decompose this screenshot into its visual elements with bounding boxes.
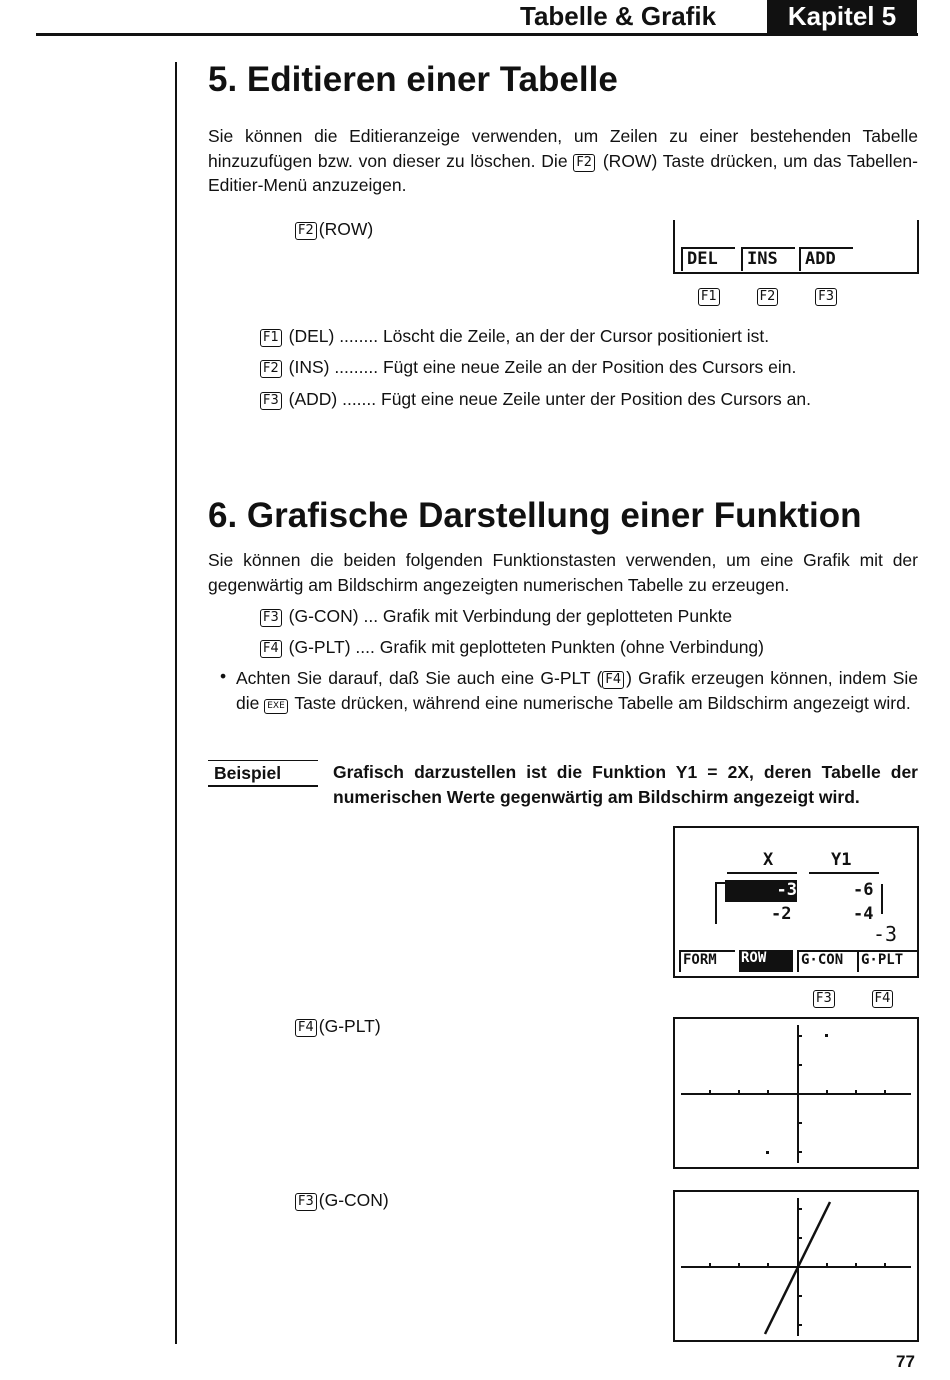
step-gcon [295, 1189, 389, 1211]
column-y-header: Y1 [831, 850, 852, 870]
exe-key-icon: EXE [264, 699, 288, 714]
menu-gplt: G·PLT [857, 950, 917, 972]
item-label: (G-CON) [288, 606, 359, 626]
list-item-del [260, 325, 769, 347]
bullet-text-a: Achten Sie darauf, daß Sie auch eine G-PLT ( [236, 668, 603, 688]
item-desc: Fügt eine neue Zeile an der Position des Cursors ein. [382, 357, 797, 377]
bullet-text-b: ) Grafik erzeugen können, indem Sie die [236, 668, 918, 713]
bullet-note [236, 666, 918, 715]
item-desc: Grafik mit Verbindung der geplotteten Punkte [382, 606, 733, 626]
example-text: Grafisch darzustellen ist die Funktion Y1 = 2X, deren Tabelle der numerischen Werte gegenwärtig am Bildschirm angezeigt wird. [333, 762, 918, 807]
section-5-intro [208, 124, 918, 198]
item-label: (INS) [288, 357, 330, 377]
menu-gcon: G·CON [797, 950, 857, 972]
menu-form: FORM [679, 950, 735, 972]
screen-fkey-row [813, 986, 895, 1008]
list-item-add [260, 388, 811, 410]
list-item-gplt [260, 636, 764, 658]
selected-cell: -3 [725, 880, 797, 902]
step-gplt [295, 1015, 381, 1037]
f1-key-icon: F1 [260, 329, 282, 347]
f3-key-icon: F3 [813, 990, 835, 1008]
f4-key-icon: F4 [295, 1019, 317, 1037]
f3-key-icon: F3 [295, 1193, 317, 1211]
table-bracket-right [881, 884, 883, 914]
scatter-plot [675, 1019, 917, 1167]
column-x-rule [727, 872, 797, 874]
calculator-table-screen [673, 826, 919, 978]
table-bracket [715, 882, 717, 924]
bullet-text-c: Taste drücken, während eine numerische Tabelle am Bildschirm angezeigt wird. [294, 692, 911, 713]
cell-value-readout: -3 [873, 922, 898, 946]
item-desc: Fügt eine neue Zeile unter der Position des Cursors an. [381, 389, 811, 409]
page-number: 77 [896, 1352, 915, 1371]
menu-del: DEL [681, 247, 735, 271]
header-rule [36, 33, 918, 36]
menu-ins: INS [741, 247, 795, 271]
item-leader: ......... [329, 357, 383, 377]
item-label: (ADD) [288, 389, 338, 409]
section-5-heading: 5. Editieren einer Tabelle [208, 60, 618, 99]
example-label: Beispiel [208, 760, 318, 787]
intro-text-a: Sie können die Editieranzeige verwenden, um Zeilen zu einer bestehenden Tabelle hinzuzufügen bzw. von dieser zu löschen. Die [208, 126, 918, 171]
cell-y1-row2: -4 [853, 904, 874, 924]
cell-x-row2: -2 [771, 904, 792, 924]
margin-rule [175, 62, 177, 1344]
intro-text-b: (ROW) Taste drücken, um das Tabellen-Editier-Menü anzuzeigen. [208, 150, 918, 195]
bullet-icon: • [220, 666, 227, 686]
item-desc: Grafik mit geplotteten Punkten (ohne Verbindung) [379, 637, 764, 657]
f4-key-icon: F4 [260, 640, 282, 658]
calculator-screen-menu [673, 220, 919, 274]
f2-key-icon: F2 [295, 222, 317, 240]
list-item-gcon [260, 605, 732, 627]
menu-row: ROW [739, 950, 793, 972]
item-desc: Löscht die Zeile, an der der Cursor positioniert ist. [382, 326, 770, 346]
list-item-ins [260, 356, 796, 378]
menu-add: ADD [799, 247, 853, 271]
f2-key-icon: F2 [573, 154, 595, 172]
f2-key-icon: F2 [260, 360, 282, 378]
item-label: (DEL) [288, 326, 335, 346]
item-label: (G-PLT) [288, 637, 351, 657]
f4-key-icon: F4 [872, 990, 894, 1008]
plot-point [825, 1034, 828, 1037]
section-6-heading: 6. Grafische Darstellung einer Funktion [208, 496, 862, 535]
section-6-intro: Sie können die beiden folgenden Funktionstasten verwenden, um eine Grafik mit der gegenwärtig am Bildschirm angezeigten numerischen Tabelle zu erzeugen. [208, 550, 918, 595]
column-x-header: X [763, 850, 774, 870]
calculator-plot-screen [673, 1017, 919, 1169]
cell-y1-row1: -6 [853, 880, 874, 900]
table-menu-bar [675, 948, 917, 974]
item-leader: ... [358, 606, 383, 626]
calculator-line-screen [673, 1190, 919, 1342]
chapter-badge: Kapitel 5 [767, 0, 917, 34]
f2-key-icon: F2 [757, 288, 779, 306]
plot-point [766, 1151, 769, 1154]
step-row [295, 218, 373, 240]
f1-key-icon: F1 [698, 288, 720, 306]
column-y-rule [809, 872, 879, 874]
f3-key-icon: F3 [260, 609, 282, 627]
line-plot [675, 1192, 917, 1340]
step-label: (G-PLT) [318, 1016, 381, 1036]
f3-key-icon: F3 [260, 392, 282, 410]
table-bracket-top [715, 882, 725, 884]
running-header-title: Tabelle & Grafik [520, 1, 717, 31]
item-leader: .... [350, 637, 380, 657]
item-leader: ........ [334, 326, 383, 346]
step-label: (G-CON) [318, 1190, 389, 1210]
item-leader: ....... [337, 389, 381, 409]
step-label: (ROW) [318, 219, 374, 239]
f3-key-icon: F3 [815, 288, 837, 306]
screen-fkey-row [698, 284, 839, 306]
f4-key-icon: F4 [602, 671, 624, 689]
